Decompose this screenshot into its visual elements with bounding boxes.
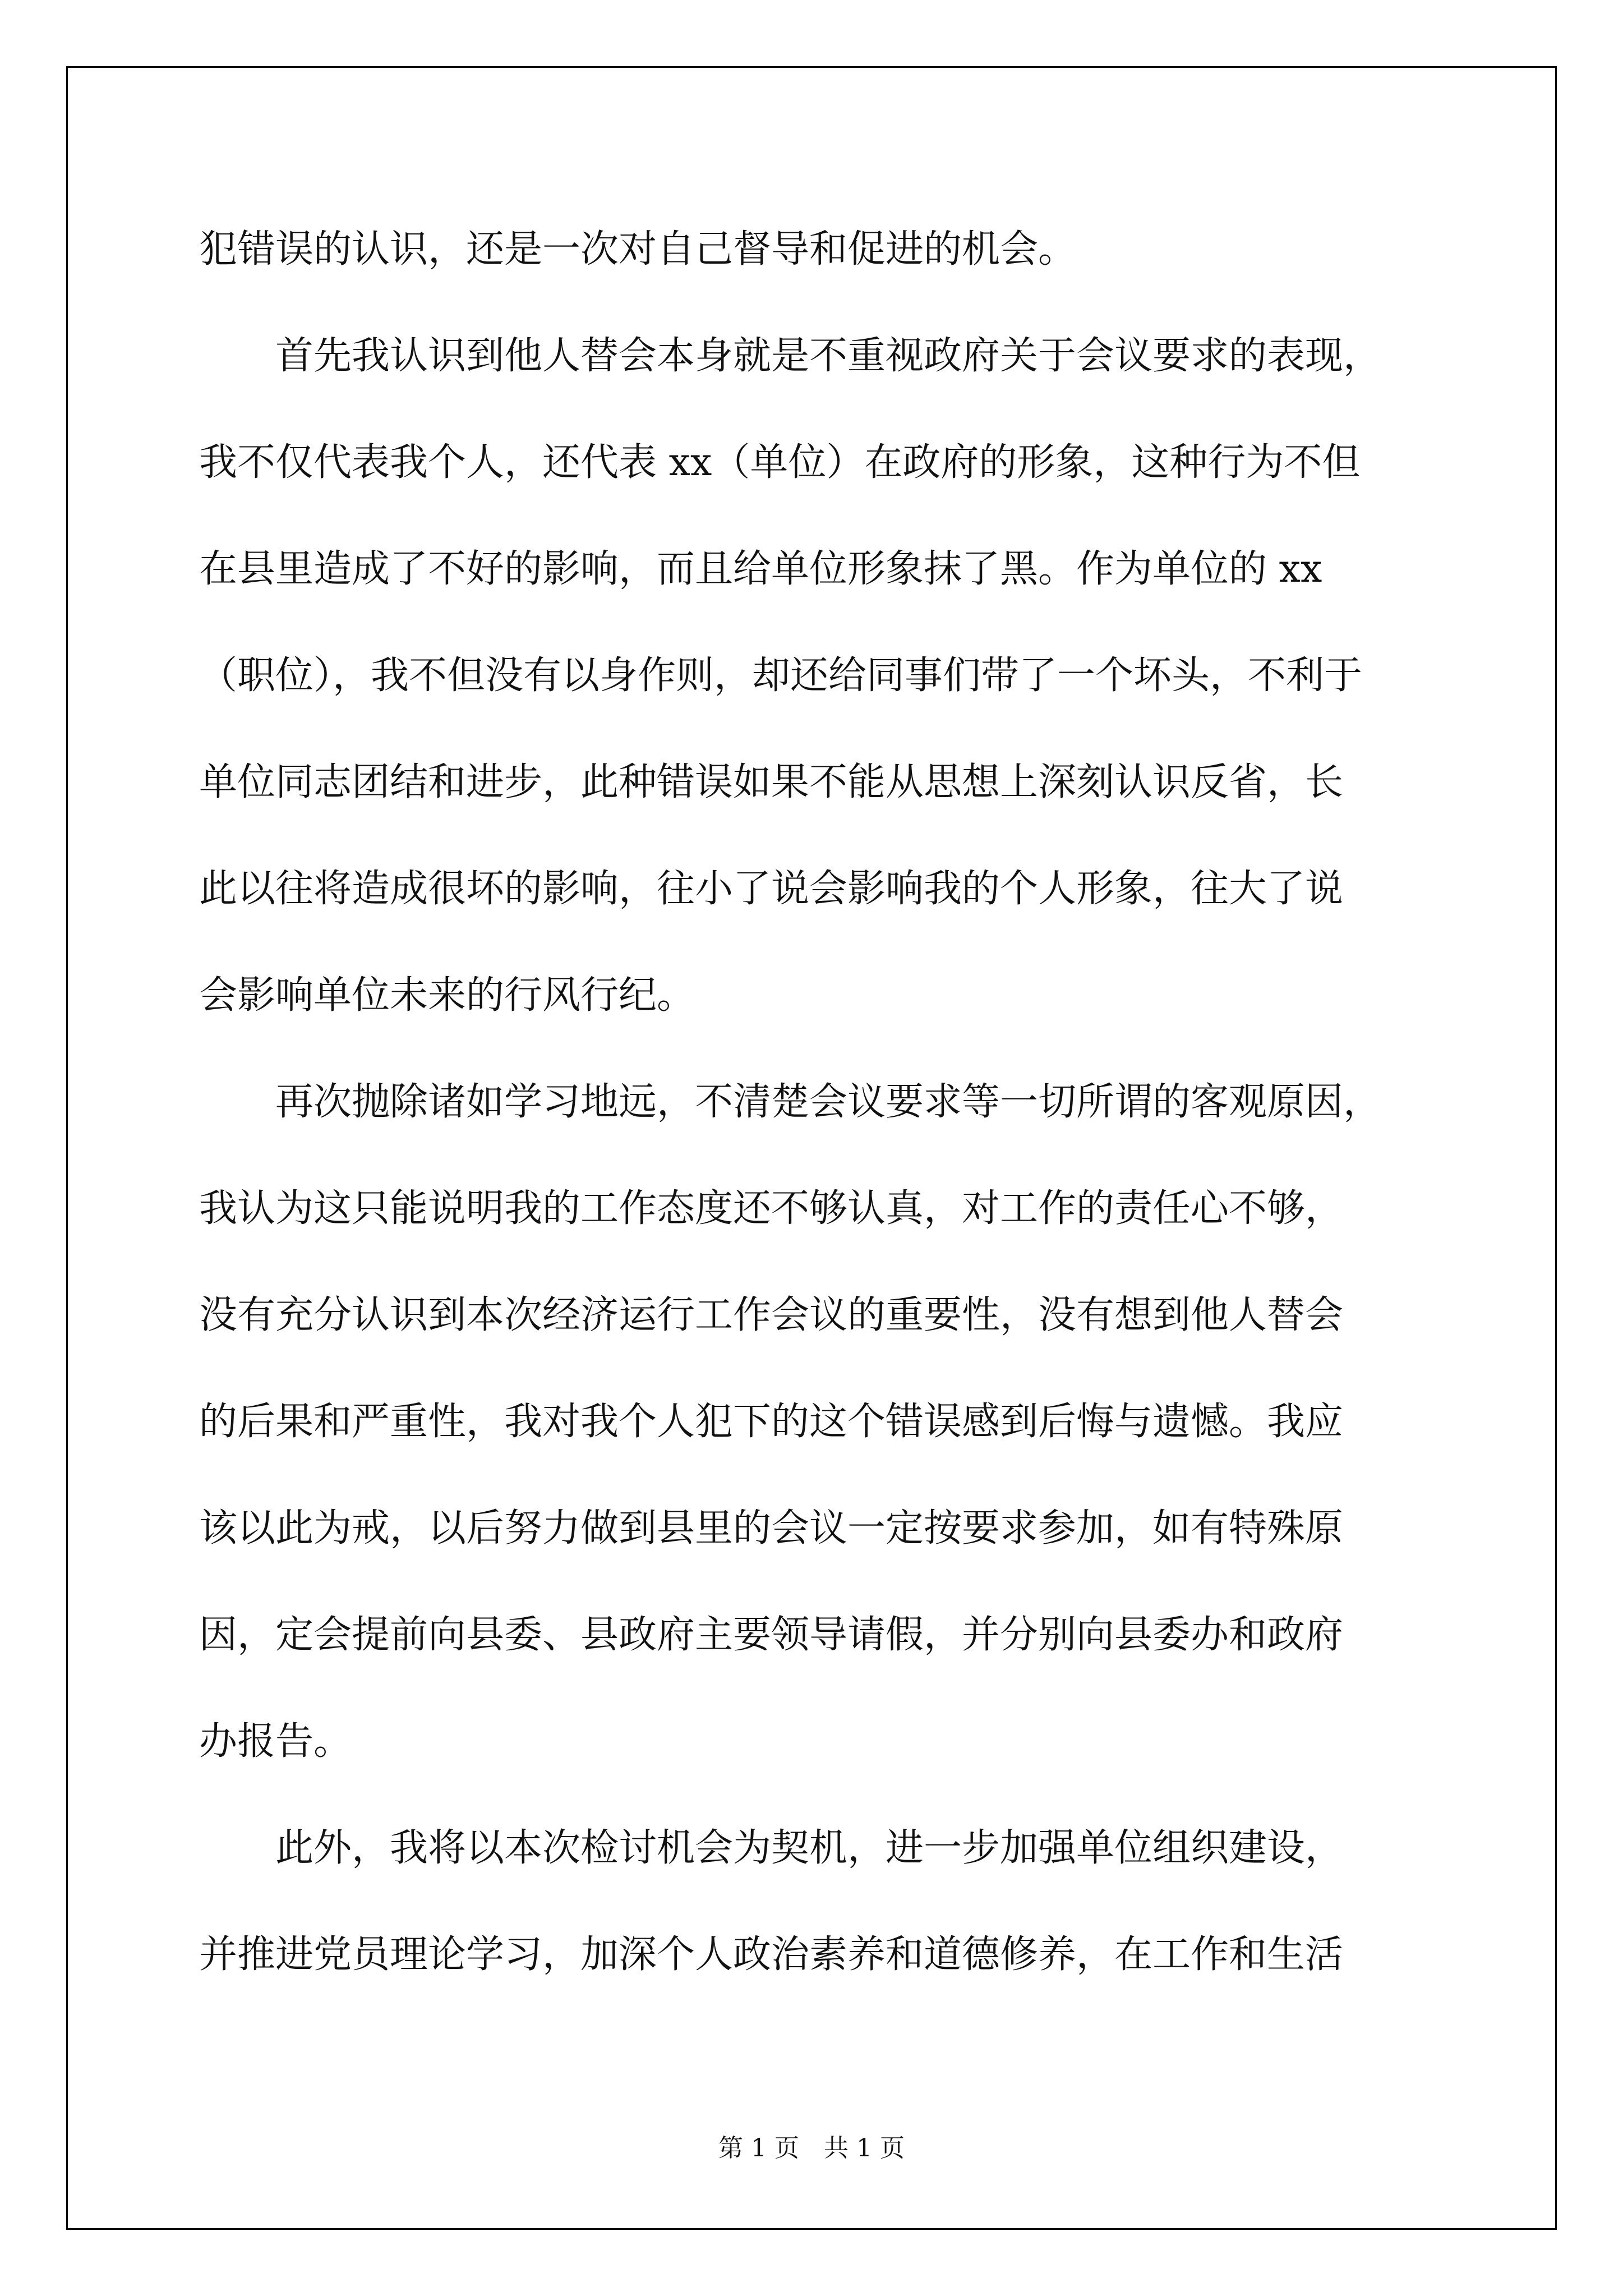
text-line: 此外，我将以本次检讨机会为契机，进一步加强单位组织建设， xyxy=(199,1826,1344,1870)
text-line: 犯错误的认识，还是一次对自己督导和促进的机会。 xyxy=(199,227,1077,272)
text-line: 并推进党员理论学习，加深个人政治素养和道德修养，在工作和生活 xyxy=(199,1932,1344,1977)
text-line: 再次抛除诸如学习地远，不清楚会议要求等一切所谓的客观原因， xyxy=(199,1080,1382,1124)
text-line: 该以此为戒，以后努力做到县里的会议一定按要求参加，如有特殊原 xyxy=(199,1506,1344,1550)
text-line: 首先我认识到他人替会本身就是不重视政府关于会议要求的表现， xyxy=(199,334,1382,378)
text-line: 我认为这只能说明我的工作态度还不够认真，对工作的责任心不够， xyxy=(199,1186,1344,1231)
page-footer: 第 1 页 共 1 页 xyxy=(718,2134,905,2162)
text-line: 因，定会提前向县委、县政府主要领导请假，并分别向县委办和政府 xyxy=(199,1613,1344,1657)
text-line: 会影响单位未来的行风行纪。 xyxy=(199,973,695,1018)
text-line: 没有充分认识到本次经济运行工作会议的重要性，没有想到他人替会 xyxy=(199,1293,1344,1337)
text-line: 我不仅代表我个人，还代表 xx（单位）在政府的形象，这种行为不但 xyxy=(199,440,1361,485)
text-line: 办报告。 xyxy=(199,1719,352,1764)
text-line: 的后果和严重性，我对我个人犯下的这个错误感到后悔与遗憾。我应 xyxy=(199,1400,1344,1444)
text-line: 在县里造成了不好的影响，而且给单位形象抹了黑。作为单位的 xx xyxy=(199,547,1322,591)
text-line: （职位），我不但没有以身作则，却还给同事们带了一个坏头，不利于 xyxy=(199,654,1363,698)
text-line: 单位同志团结和进步，此种错误如果不能从思想上深刻认识反省，长 xyxy=(199,760,1344,804)
text-line: 此以往将造成很坏的影响，往小了说会影响我的个人形象，往大了说 xyxy=(199,867,1344,911)
